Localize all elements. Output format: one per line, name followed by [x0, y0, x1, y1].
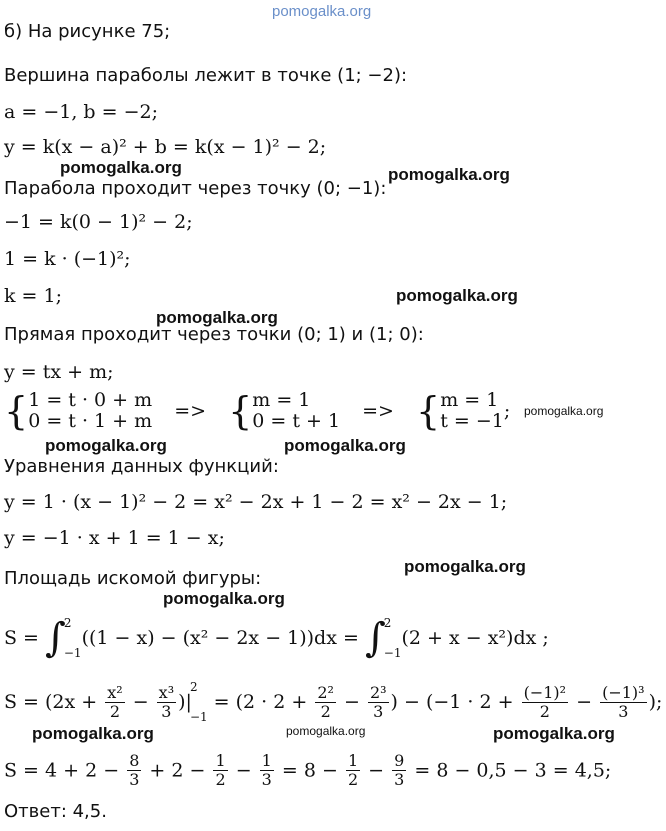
fraction: [346, 752, 360, 789]
implies-arrow: =>: [362, 400, 394, 422]
denominator: 3: [394, 770, 405, 789]
numerator: 1: [261, 751, 272, 770]
eval-upper-start: = (2 · 2 +: [207, 691, 314, 713]
watermark: pomogalka.org: [493, 724, 615, 743]
vertex-statement: Вершина параболы лежит в точке (1; −2):: [4, 65, 408, 86]
fraction: [368, 684, 389, 721]
system-1-eq-a: 1 = t · 0 + m: [28, 389, 153, 411]
watermark: pomogalka.org: [404, 557, 526, 576]
brace-icon: {: [4, 389, 29, 433]
vertex-coords: a = −1, b = −2;: [4, 101, 158, 123]
fraction: [392, 752, 406, 789]
numerator: 1: [215, 751, 226, 770]
numerator: 2²: [317, 682, 334, 702]
system-1-eq-b: 0 = t · 1 + m: [28, 410, 153, 432]
denominator: 3: [261, 770, 272, 789]
integral-sign-icon: ∫: [364, 615, 386, 661]
numerator: (−1)²: [523, 682, 567, 702]
denominator: 3: [129, 770, 140, 789]
antiderivative-start: S = (2x +: [4, 691, 104, 713]
line-equation: y = tx + m;: [4, 361, 114, 383]
parabola-equation: y = k(x − a)² + b = k(x − 1)² − 2;: [4, 136, 327, 158]
eval-limits: [190, 672, 208, 732]
numerator: (−1)³: [602, 682, 645, 702]
eval-bar: )|: [178, 691, 192, 713]
final-computation: [4, 752, 611, 789]
watermark-top: pomogalka.org: [272, 3, 372, 20]
fraction: [157, 684, 176, 721]
watermark: pomogalka.org: [284, 436, 406, 455]
integral-lhs: S =: [4, 627, 46, 649]
watermark: pomogalka.org: [396, 286, 518, 305]
k-result: k = 1;: [4, 285, 63, 307]
line-statement: Прямая проходит через точки (0; 1) и (1; 0):: [4, 324, 424, 345]
minus: −: [229, 759, 258, 782]
eval-end: );: [648, 691, 663, 713]
area-heading: Площадь искомой фигуры:: [4, 568, 262, 589]
denominator: 2: [539, 701, 550, 721]
integral-limits: [384, 608, 402, 668]
system-row: [4, 390, 510, 432]
system-3: [440, 390, 504, 432]
watermark: pomogalka.org: [60, 158, 182, 177]
denominator: 3: [373, 701, 384, 721]
watermark: pomogalka.org: [286, 724, 366, 738]
upper-limit: 2: [63, 616, 72, 630]
system-2: [252, 390, 340, 432]
watermark: pomogalka.org: [32, 724, 154, 743]
fraction: [260, 752, 274, 789]
calc-result: = 8 − 0,5 − 3 = 4,5;: [408, 759, 612, 782]
eval-lower-start: ) − (−1 · 2 +: [390, 691, 520, 713]
fraction: [105, 684, 124, 721]
integral-sign-icon: ∫: [45, 615, 66, 661]
fraction: [127, 752, 141, 789]
numerator: 8: [129, 751, 140, 770]
denominator: 3: [618, 701, 629, 721]
point-statement: Парабола проходит через точку (0; −1):: [4, 178, 387, 199]
upper-limit: 2: [383, 616, 392, 630]
system-3-eq-b: t = −1: [440, 410, 504, 432]
denominator: 3: [161, 701, 172, 721]
calc-part: = 8 −: [275, 759, 344, 782]
lower-limit: −1: [383, 646, 402, 660]
implies-arrow: =>: [174, 400, 207, 422]
watermark: pomogalka.org: [163, 589, 285, 608]
calc-part: + 2 −: [143, 759, 212, 782]
integrand-1: ((1 − x) − (x² − 2x − 1))dx =: [81, 627, 365, 649]
denominator: 2: [320, 701, 331, 721]
fraction: [213, 752, 227, 789]
denominator: 2: [347, 770, 359, 789]
system-2-eq-b: 0 = t + 1: [252, 410, 341, 432]
denominator: 2: [109, 701, 121, 721]
numerator: x²: [107, 682, 123, 702]
lower-limit: −1: [189, 710, 208, 724]
watermark: pomogalka.org: [388, 165, 510, 184]
minus: −: [362, 759, 391, 782]
system-3-eq-a: m = 1: [440, 389, 499, 411]
denominator: 2: [215, 770, 226, 789]
brace-icon: {: [228, 389, 253, 433]
fraction: [315, 684, 336, 721]
brace-icon: {: [416, 389, 441, 433]
antiderivative-line: [4, 672, 662, 732]
minus: −: [337, 691, 366, 713]
fraction: [600, 684, 646, 721]
watermark: pomogalka.org: [524, 404, 604, 418]
upper-limit: 2: [189, 680, 198, 694]
calc-part: S = 4 + 2 −: [4, 759, 126, 782]
integral-limits: [64, 608, 82, 668]
functions-heading: Уравнения данных функций:: [4, 456, 279, 477]
parabola-expanded: y = 1 · (x − 1)² − 2 = x² − 2x + 1 − 2 = x² − 2x − 1;: [4, 491, 508, 513]
line-expanded: y = −1 · x + 1 = 1 − x;: [4, 527, 225, 549]
minus: −: [126, 691, 155, 713]
integral-line: [4, 608, 549, 668]
answer: Ответ: 4,5.: [4, 801, 107, 822]
problem-label: б) На рисунке 75;: [4, 21, 171, 42]
watermark: pomogalka.org: [156, 308, 278, 327]
watermark: pomogalka.org: [45, 436, 167, 455]
numerator: 9: [394, 751, 405, 770]
minus: −: [570, 691, 599, 713]
system-1: [28, 390, 152, 432]
fraction: [522, 684, 568, 721]
lower-limit: −1: [63, 646, 82, 660]
simplify-line: 1 = k · (−1)²;: [4, 248, 131, 270]
system-end: ;: [503, 400, 511, 422]
substitution-line: −1 = k(0 − 1)² − 2;: [4, 211, 193, 233]
system-2-eq-a: m = 1: [252, 389, 311, 411]
numerator: x³: [158, 682, 175, 702]
integrand-2: (2 + x − x²)dx ;: [401, 627, 549, 649]
numerator: 2³: [369, 682, 387, 702]
numerator: 1: [347, 751, 359, 770]
